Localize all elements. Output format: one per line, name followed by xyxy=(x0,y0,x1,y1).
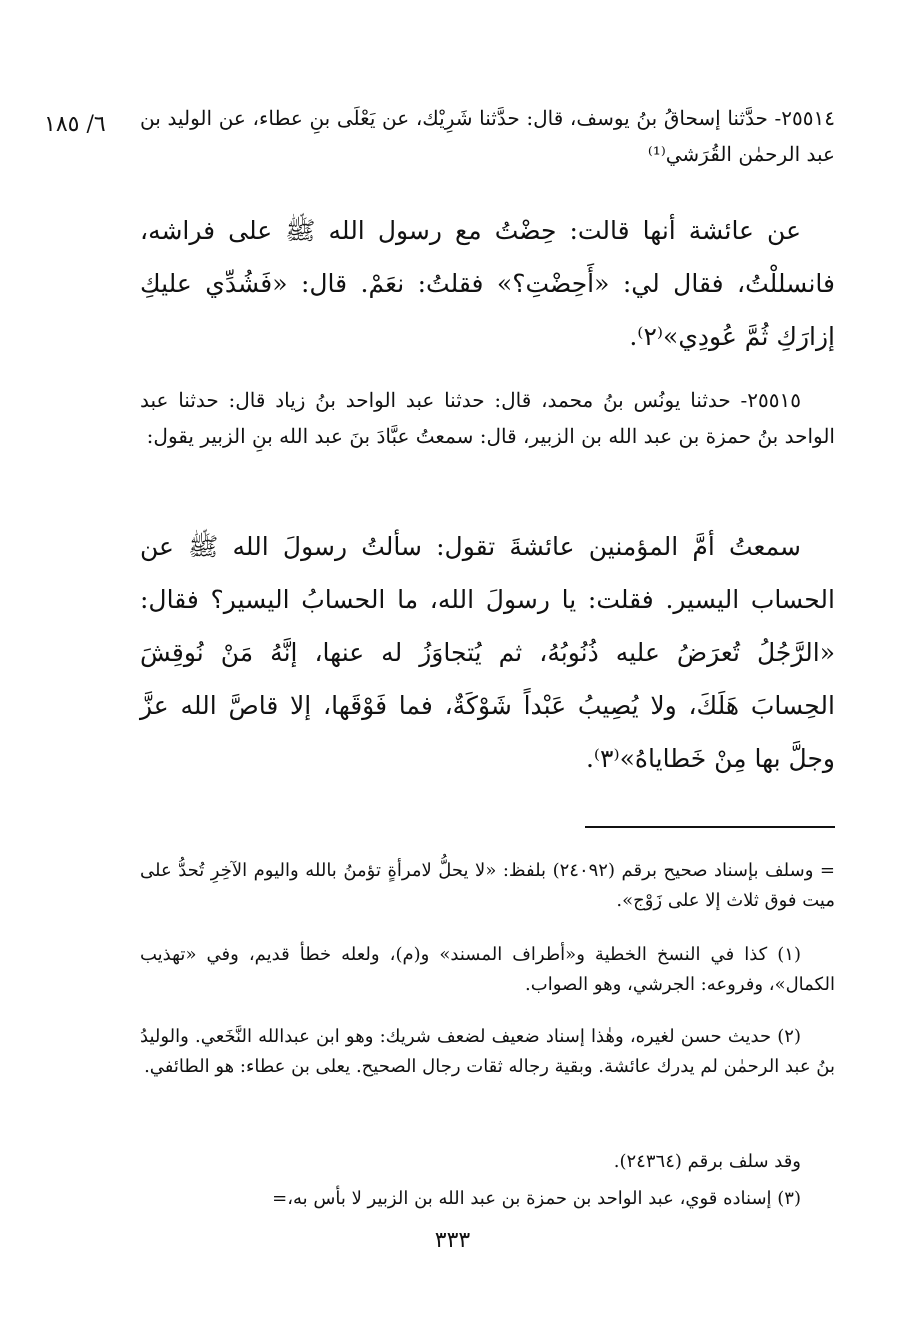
footnote-continuation: = وسلف بإسناد صحيح برقم (٢٤٠٩٢) بلفظ: «لا يحلُّ لامرأةٍ تؤمنُ بالله واليوم الآخِرِ تُحدُّ على ميت فوق ثلاث إلا على زَوْج». xyxy=(140,860,835,911)
page-number: ٣٣٣ xyxy=(434,1228,471,1253)
hadith-25514-matn: عن عائشة أنها قالت: حِضْتُ مع رسول الله ﷺ على فراشه، فانسللْتُ، فقال لي: «أَحِضْتِ؟» فقلتُ: نعَمْ. قال: «فَشُدِّي عليكِ إزارَكِ ثُمَّ عُودِي»⁽٢⁾. xyxy=(140,216,835,351)
hadith-25515-matn: سمعتُ أمَّ المؤمنين عائشةَ تقول: سألتُ رسولَ الله ﷺ عن الحساب اليسير. فقلت: يا رسولَ الله، ما الحسابُ اليسير؟ فقال: «الرَّجُلُ تُعرَضُ عليه ذُنُوبُهُ، ثم يُتجاوَزُ له عنها، إنَّهُ مَنْ نُوقِشَ الحِسابَ هَلَكَ، ولا يُصِيبُ عَبْداً شَوْكَةٌ، فما فَوْقَها، إلا قاصَّ الله عزَّ وجلَّ بها مِنْ خَطاياهُ»⁽٣⁾. xyxy=(140,532,835,773)
footnote-1: (١) كذا في النسخ الخطية و«أطراف المسند» و(م)، ولعله خطأ قديم، وفي «تهذيب الكمال»، وفروعه: الجرشي، وهو الصواب. xyxy=(140,944,835,995)
margin-reference: ٦/ ١٨٥ xyxy=(44,112,106,137)
footnote-2-continuation: وقد سلف برقم (٢٤٣٦٤). xyxy=(613,1151,801,1172)
hadith-25515-isnad: ٢٥٥١٥- حدثنا يونُس بنُ محمد، قال: حدثنا عبد الواحد بنُ زياد قال: حدثنا عبد الواحد بنُ حمزة بن عبد الله بن الزبير، قال: سمعتُ عبَّادَ بنَ عبد الله بنِ الزبير يقول: xyxy=(140,388,835,448)
footnote-2: (٢) حديث حسن لغيره، وهٰذا إسناد ضعيف لضعف شريك: وهو ابن عبدالله النَّخَعي. والوليدُ بنُ عبد الرحمٰن لم يدرك عائشة. وبقية رجاله ثقات رجال الصحيح. يعلى بن عطاء: هو الطائفي. xyxy=(140,1026,835,1077)
hadith-25514-isnad: ٢٥٥١٤- حدَّثنا إسحاقُ بنُ يوسف، قال: حدَّثنا شَرِيْك، عن يَعْلَى بنِ عطاء، عن الوليد بن عبد الرحمٰن القُرَشي⁽¹⁾ xyxy=(140,106,835,166)
footnote-3: (٣) إسناده قوي، عبد الواحد بن حمزة بن عبد الله بن الزبير لا بأس به،= xyxy=(272,1188,801,1209)
footnote-divider xyxy=(585,826,835,828)
